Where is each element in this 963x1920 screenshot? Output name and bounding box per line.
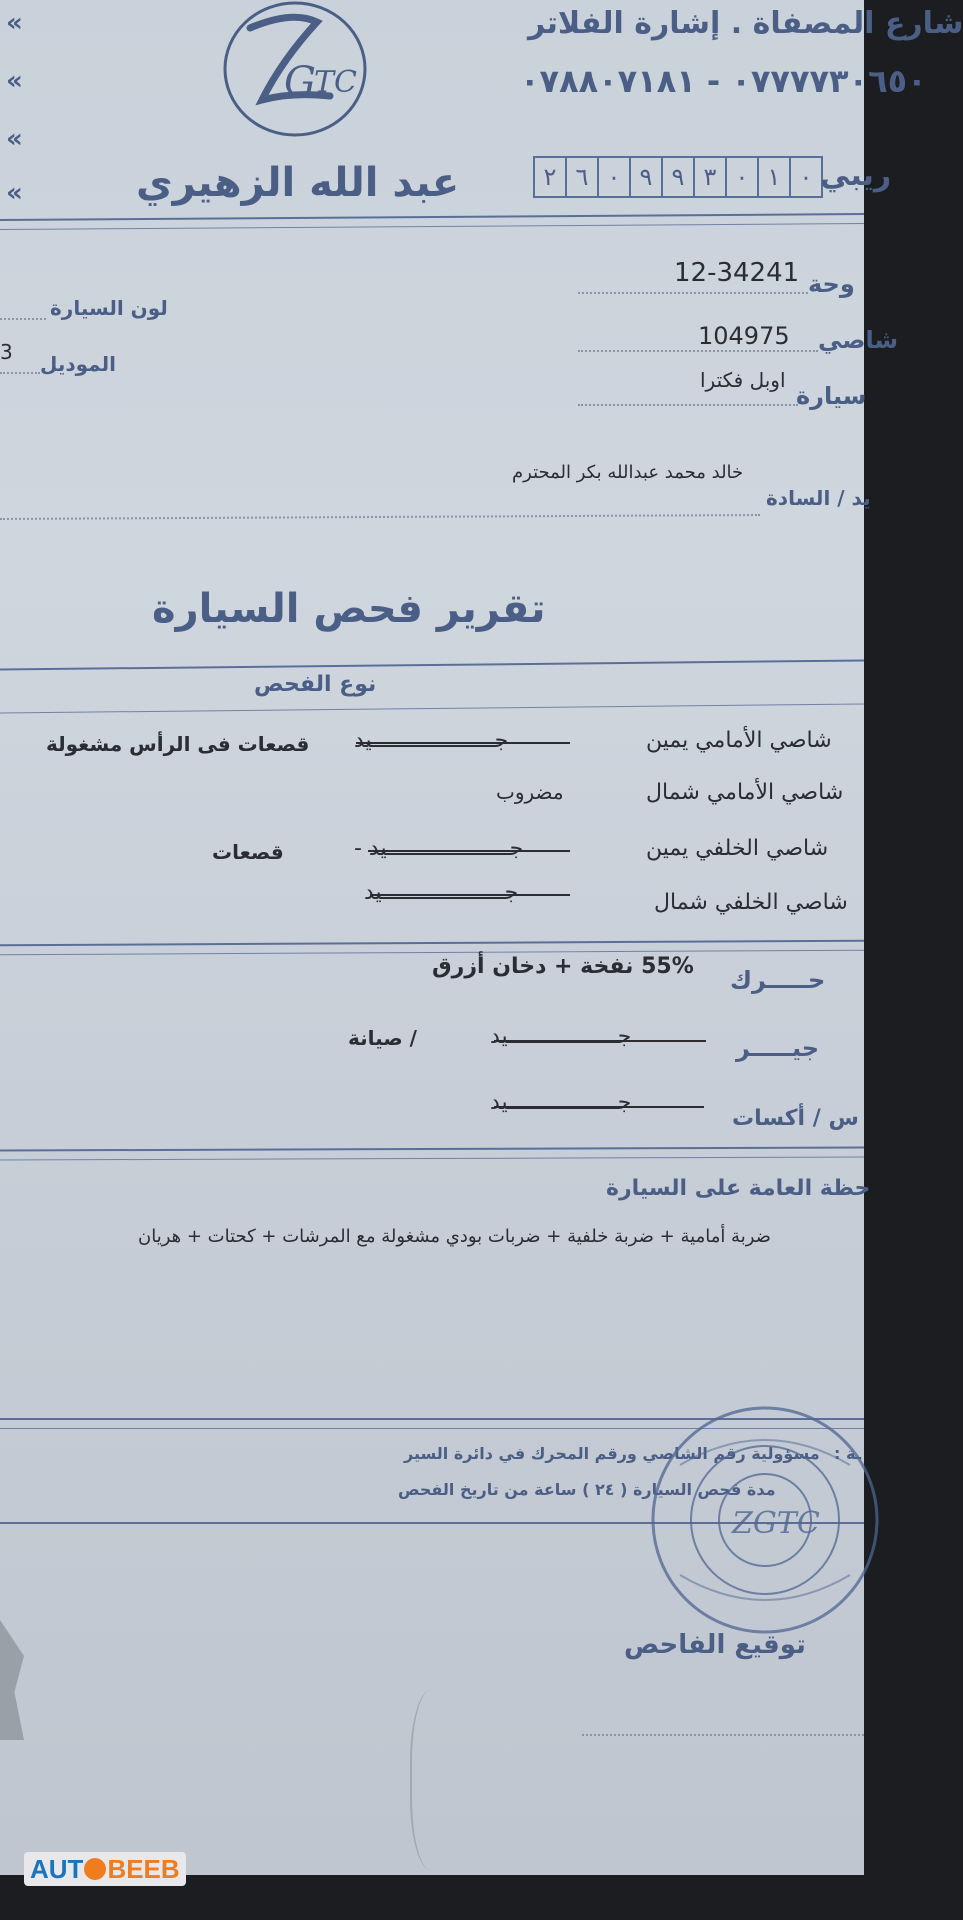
section-divider <box>0 940 864 947</box>
owner-name: عبد الله الزهيري <box>136 160 460 206</box>
brand-text: BEEB <box>107 1853 180 1884</box>
company-logo-icon <box>222 0 368 138</box>
gear-value: جـــــــــــــــــيد <box>490 1024 632 1049</box>
tax-digit: ١ <box>757 158 789 196</box>
section-divider <box>0 659 864 670</box>
brand-text: AUT <box>30 1853 84 1884</box>
engine-label: حـــــرك <box>730 966 826 994</box>
car-underline <box>578 404 798 406</box>
tax-digit: ٣ <box>693 158 725 196</box>
chassis-underline <box>578 350 818 352</box>
row-status: جـــــــــــــــــــيد <box>364 880 519 905</box>
chevron-left-icon: « <box>6 178 17 208</box>
chevron-left-icon: « <box>6 124 17 154</box>
plate-label: وحة <box>808 270 855 298</box>
chevron-left-icon: « <box>6 66 17 96</box>
tax-digit: ٦ <box>565 158 597 196</box>
tax-digit: ٠ <box>789 158 821 196</box>
general-value: ضربة أمامية + ضربة خلفية + ضربات بودي مشغولة مع المرشات + كحتات + هريان <box>138 1226 771 1247</box>
row-note: قصعات <box>212 840 284 864</box>
section-divider <box>0 703 864 713</box>
row-status: مضروب <box>496 780 564 804</box>
svg-text:ZGTC: ZGTC <box>732 1506 820 1541</box>
shop-phones: ٠٧٧٧٧٣٠٦٥٠ - ٠٧٨٨٠٧١٨١ <box>520 62 927 100</box>
row-note: قصعات فى الرأس مشغولة <box>46 732 310 756</box>
model-value: 3 <box>0 340 13 364</box>
shop-address: شارع المصفاة . إشارة الفلاتر <box>528 6 963 41</box>
customer-underline <box>0 514 760 520</box>
notes-prefix: ـة : <box>834 1444 862 1463</box>
model-label: الموديل <box>40 352 116 376</box>
signature-line <box>582 1734 864 1736</box>
brand-circle-icon <box>84 1858 106 1880</box>
general-label: حظة العامة على السيارة <box>606 1176 871 1201</box>
model-underline <box>0 372 40 374</box>
tax-digit: ٩ <box>629 158 661 196</box>
gear-label: جيـــــر <box>736 1034 820 1062</box>
plate-value: 12-34241 <box>674 258 800 288</box>
row-label: شاصي الأمامي شمال <box>646 780 844 805</box>
customer-value: خالد محمد عبدالله بكر المحترم <box>512 462 744 483</box>
tax-label: ريبي <box>820 158 892 193</box>
car-label: سيارة <box>796 382 867 410</box>
color-label: لون السيارة <box>50 296 168 320</box>
autobeeb-watermark <box>24 1852 186 1886</box>
gear-note: / صيانة <box>348 1026 417 1050</box>
paper-shadow <box>0 1620 24 1740</box>
notes-line-1: مسؤولية رقم الشاصي ورقم المحرك في دائرة السير <box>404 1444 820 1463</box>
tax-number-box <box>533 156 823 198</box>
chassis-value: 104975 <box>698 322 790 350</box>
section-divider <box>0 1146 864 1151</box>
section-divider <box>0 1156 864 1160</box>
header-divider <box>0 213 864 221</box>
tax-digit: ٠ <box>725 158 757 196</box>
color-underline <box>0 318 46 320</box>
report-title: تقرير فحص السيارة <box>152 586 546 632</box>
tax-digit: ٩ <box>661 158 693 196</box>
tax-digit: ٠ <box>597 158 629 196</box>
axle-value: جـــــــــــــــــيد <box>490 1090 632 1115</box>
row-label: شاصي الخلفي شمال <box>654 890 848 915</box>
chevron-left-icon: « <box>6 8 17 38</box>
row-status: جـــــــــــــــــــيد - <box>354 836 524 861</box>
row-status: جـــــــــــــــــــيد <box>354 728 509 753</box>
chassis-label: شاصي <box>818 326 899 354</box>
svg-text:TC: TC <box>314 65 357 100</box>
car-value: اوبل فكترا <box>700 368 786 392</box>
signature-label: توقيع الفاحص <box>624 1630 806 1660</box>
row-label: شاصي الخلفي يمين <box>646 836 829 861</box>
plate-underline <box>578 292 808 294</box>
section-label: نوع الفحص <box>254 672 377 697</box>
header-divider <box>0 223 864 230</box>
svg-text:G: G <box>284 59 316 105</box>
row-label: شاصي الأمامي يمين <box>646 728 832 753</box>
customer-label: يد / السادة <box>766 486 871 510</box>
notes-line-2: مدة فحص السيارة ( ٢٤ ) ساعة من تاريخ الفحص <box>398 1480 776 1499</box>
axle-label: س / أكسات <box>732 1106 859 1131</box>
company-stamp-icon <box>640 1395 890 1645</box>
paper-crease <box>410 1690 462 1870</box>
engine-value: 55% نفخة + دخان أزرق <box>432 954 694 979</box>
tax-digit: ٢ <box>543 163 557 191</box>
